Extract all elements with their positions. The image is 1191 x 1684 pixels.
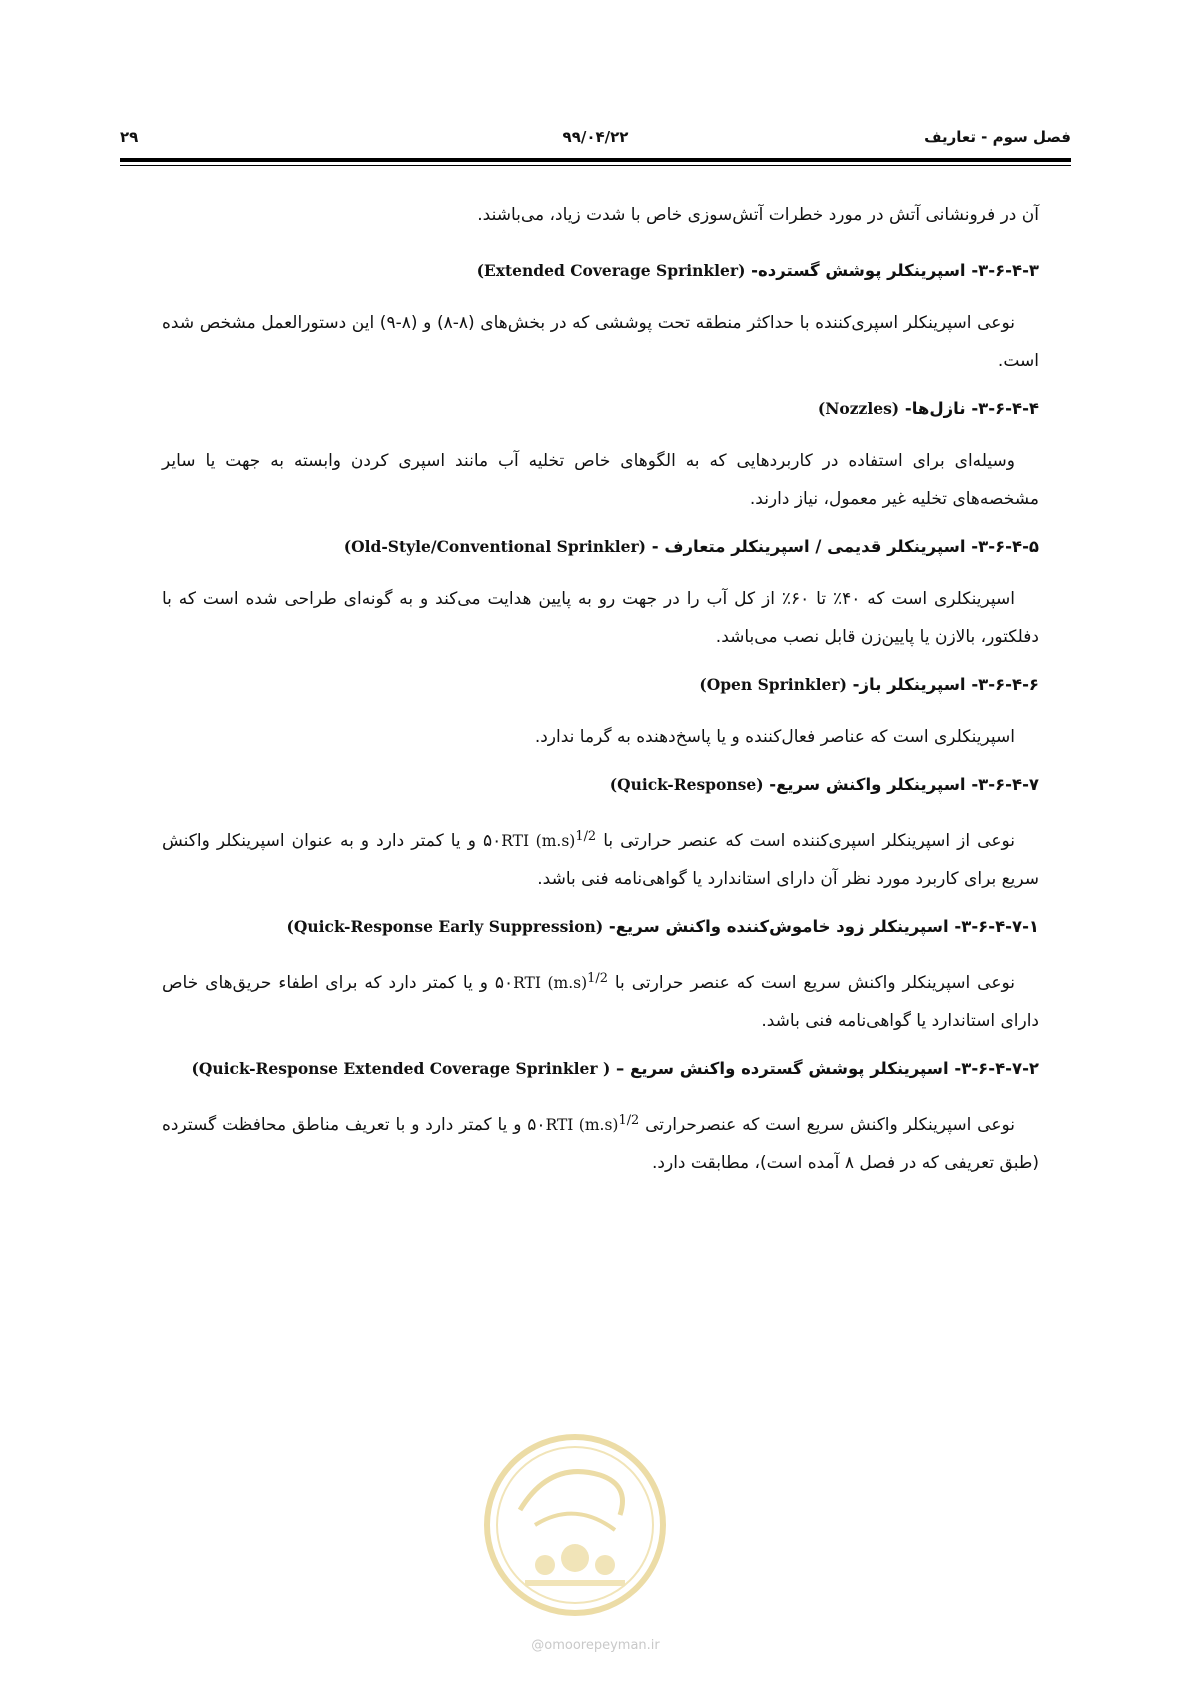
watermark-url: @omoorepeyman.ir [531, 1638, 660, 1653]
page-header [120, 128, 1071, 154]
page-number: ۲۹ [120, 128, 139, 146]
section-body: نوعی اسپرینکلر واکنش سریع است که عنصرحرارتی RTI $(m.s)^{1/2}۵۰$ و یا کمتر دارد و با تعریف مناطق محافظت گسترده (طبق تعریفی که در فصل ۸ آمده است)، مطابقت دارد. [162, 1113, 1039, 1174]
section-heading: ۳-۶-۴-۷- اسپرینکلر واکنش سریع- (Quick-Response) [609, 775, 1039, 794]
section-heading: ۳-۶-۴-۷-۱- اسپرینکلر زود خاموش‌کننده واکنش سریع- (Quick-Response Early Suppression) [286, 917, 1039, 937]
section-body: نوعی اسپرینکلر اسپری‌کننده با حداکثر منطقه تحت پوششی که در بخش‌های (۸-۸) و (۸-۹) این دستورالعمل مشخص شده است. [162, 313, 1039, 371]
section-body: نوعی اسپرینکلر واکنش سریع است که عنصر حرارتی با RTI $(m.s)^{1/2}۵۰$ و یا کمتر دارد که برای اطفاء حریق‌های خاص دارای استاندارد یا گواهی‌نامه فنی باشد. [162, 971, 1039, 1032]
page-content [162, 196, 1039, 1196]
section-heading: ۳-۶-۴-۳- اسپرینکلر پوشش گسترده- (Extended Coverage Sprinkler) [476, 261, 1039, 280]
section-heading: ۳-۶-۴-۴- نازل‌ها- (Nozzles) [817, 399, 1039, 418]
header-date: ۹۹/۰۴/۲۲ [562, 128, 629, 146]
header-rule-thin [120, 165, 1071, 166]
section-heading: ۳-۶-۴-۷-۲- اسپرینکلر پوشش گسترده واکنش سریع – ( Quick-Response Extended Coverage Sprinkler) [191, 1059, 1039, 1079]
section-body: وسیله‌ای برای استفاده در کاربردهایی که به الگوهای خاص تخلیه آب مانند اسپری کردن وابسته به جهت یا سایر مشخصه‌های تخلیه غیر معمول، نیاز دارند. [162, 451, 1039, 509]
section-heading: ۳-۶-۴-۵- اسپرینکلر قدیمی / اسپرینکلر متعارف - (Old-Style/Conventional Sprinkler) [343, 537, 1039, 556]
section-body: نوعی از اسپرینکلر اسپری‌کننده است که عنصر حرارتی با RTI $(m.s)^{1/2}۵۰$ و یا کمتر دارد و به عنوان اسپرینکلر واکنش سریع برای کاربرد مورد نظر آن دارای استاندارد یا گواهی‌نامه فنی باشد. [162, 829, 1039, 890]
section-body: اسپرینکلری است که ۴۰٪ تا ۶۰٪ از کل آب را در جهت رو به پایین هدایت می‌کند و به گونه‌ای طراحی شده است که با دفلکتور، بالازن یا پایین‌زن قابل نصب می‌باشد. [162, 589, 1039, 647]
intro-paragraph: آن در فرونشانی آتش در مورد خطرات آتش‌سوزی خاص با شدت زیاد، می‌باشند. [477, 205, 1039, 225]
section-heading: ۳-۶-۴-۶- اسپرینکلر باز- (Open Sprinkler) [699, 675, 1039, 694]
section-body: اسپرینکلری است که عناصر فعال‌کننده و یا پاسخ‌دهنده به گرما ندارد. [534, 727, 1015, 747]
chapter-title: فصل سوم - تعاریف [924, 128, 1071, 146]
header-rule-thick [120, 158, 1071, 162]
watermark-logo [480, 1430, 670, 1620]
